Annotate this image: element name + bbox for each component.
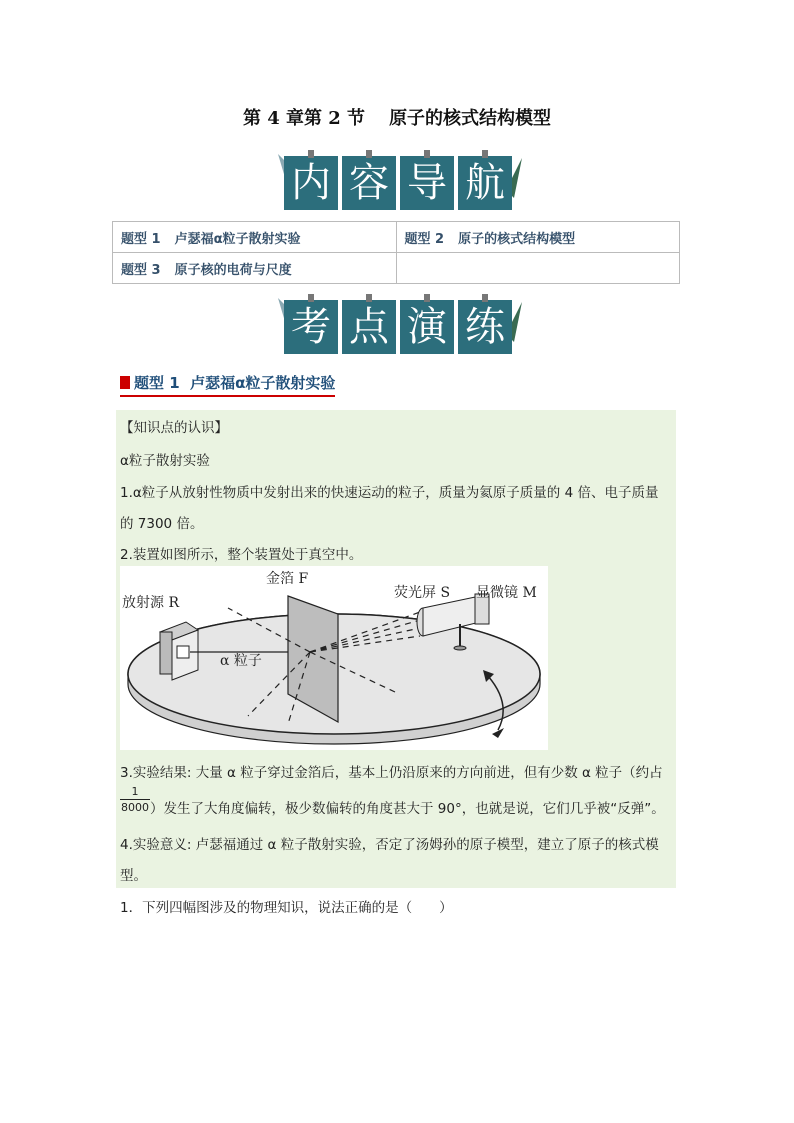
section-heading: 题型 1 卢瑟福α粒子散射实验 [120,372,335,397]
knowledge-para: 型。 [120,868,147,884]
label-source: 放射源 R [122,595,179,611]
practice-banner [276,294,526,356]
knowledge-subheading: α粒子散射实验 [120,453,210,469]
chapter-label: 第 4 章第 2 节 [242,108,366,129]
banner-char: 演 [400,300,454,354]
topic-nav-table [112,221,680,284]
nav-cell-empty [396,253,680,284]
knowledge-para: 2.装置如图所示，整个装置处于真空中。 [120,547,363,563]
knowledge-heading: 【知识点的认识】 [120,420,228,436]
knowledge-para: 3.实验结果: 大量 α 粒子穿过金箔后，基本上仍沿原来的方向前进，但有少数 α 粒子（约占 [120,765,663,781]
banner-char: 考 [284,300,338,354]
fraction [120,785,150,814]
knowledge-para: 的 7300 倍。 [120,516,204,532]
label-alpha: α 粒子 [220,653,262,669]
banner-char: 练 [458,300,512,354]
chapter-name: 原子的核式结构模型 [389,108,552,129]
nav-cell-topic-1[interactable]: 题型 1 卢瑟福α粒子散射实验 [113,222,397,253]
banner-char: 容 [342,156,396,210]
content-nav-banner [276,150,526,212]
label-microscope: 显微镜 M [476,585,537,601]
nav-cell-topic-3[interactable]: 题型 3 原子核的电荷与尺度 [113,253,397,284]
nav-cell-topic-2[interactable]: 题型 2 原子的核式结构模型 [396,222,680,253]
banner-char: 点 [342,300,396,354]
banner-char: 内 [284,156,338,210]
knowledge-para: 4.实验意义: 卢瑟福通过 α 粒子散射实验，否定了汤姆孙的原子模型，建立了原子的核式模 [120,837,659,853]
fraction-denominator: 8000 [121,801,149,814]
knowledge-para: 1.α粒子从放射性物质中发射出来的快速运动的粒子，质量为氦原子质量的 4 倍、电子质量 [120,485,659,501]
knowledge-para: ）发生了大角度偏转，极少数偏转的角度甚大于 90°，也就是说，它们几乎被“反弹”。 [150,801,665,817]
banner-char: 航 [458,156,512,210]
section-marker-icon [120,376,130,389]
page-title [0,104,794,130]
question-1: 1．下列四幅图涉及的物理知识，说法正确的是（ ） [120,900,453,916]
fraction-numerator: 1 [120,785,150,800]
label-screen: 荧光屏 S [394,585,451,601]
label-foil: 金箔 F [266,571,309,587]
banner-char: 导 [400,156,454,210]
scattering-apparatus-diagram [120,566,548,750]
